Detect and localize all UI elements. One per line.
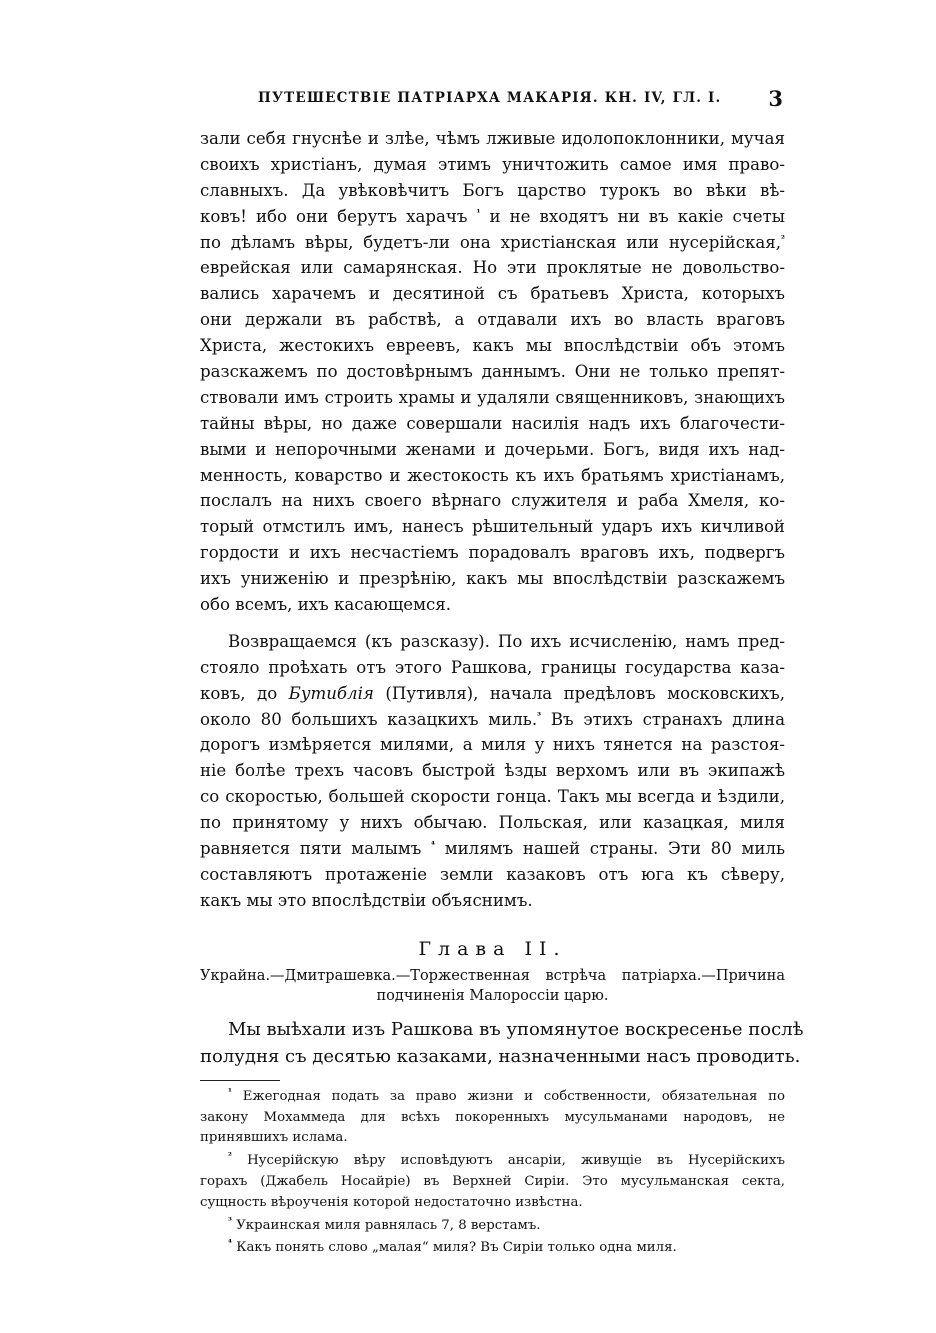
- footnotes: [200, 1087, 785, 1259]
- footnote-2: [200, 1151, 785, 1213]
- text-line: [200, 836, 785, 862]
- text-line: Мы выѣхали изъ Рашкова въ упомянутое воскресенье послѣ: [228, 1018, 804, 1040]
- chapter-body: [200, 1016, 804, 1070]
- footnote-3: [200, 1216, 785, 1237]
- text-span: около 80 большихъ казацкихъ миль.: [200, 709, 538, 729]
- running-head: [200, 86, 785, 114]
- text-line: разскажемъ по достовѣрнымъ даннымъ. Они не только препят-: [200, 362, 785, 382]
- text-line: славныхъ. Да увѣковѣчитъ Богъ царство турокъ во вѣки вѣ-: [200, 180, 785, 200]
- footnote-mark: ⁴: [228, 1238, 232, 1249]
- text-line: обо всемъ, ихъ касающемся.: [200, 595, 452, 615]
- text-line: Возвращаемся (къ разсказу). По ихъ исчисленію, намъ пред-: [228, 631, 785, 651]
- text-line: зали себя гнуснѣе и злѣе, чѣмъ лживые идолопоклонники, мучая: [200, 129, 785, 148]
- text-span: ковъ, до: [200, 683, 278, 703]
- text-line: дорогъ измѣряется милями, а миля у нихъ тянется на разстоя-: [200, 735, 785, 755]
- footnote-1: [200, 1087, 785, 1149]
- footnote-mark: ¹: [228, 1087, 232, 1098]
- text-line: со скоростью, большей скорости гонца. Такъ мы всегда и ѣздили,: [200, 787, 785, 807]
- chapter-summary: [200, 966, 785, 1006]
- chapter-heading: Глава II.: [418, 937, 567, 960]
- footnote-text: Нусерійскую вѣру исповѣдуютъ ансаріи, живущіе въ Нусерійскихъ: [247, 1153, 785, 1169]
- text-line: тайны вѣры, но даже совершали насилія надъ ихъ благочести-: [200, 413, 785, 433]
- text-span: по дѣламъ вѣры, будетъ-ли она христіанская или нусерійская,: [200, 232, 782, 252]
- text-line: они держали въ рабствѣ, а отдавали ихъ во власть враговъ: [200, 310, 785, 330]
- text-span: равняется пяти малымъ: [200, 839, 422, 859]
- footnote-4: [200, 1238, 785, 1259]
- text-line: своихъ христіанъ, думая этимъ уничтожить самое имя право-: [200, 154, 785, 174]
- text-line: выми и непорочными женами и дочерьми. Богъ, видя ихъ над-: [200, 439, 785, 459]
- place-name-italic: Бутиблія: [288, 683, 374, 703]
- text-line: гордости и ихъ несчастіемъ порадовалъ враговъ ихъ, подвергъ: [200, 543, 785, 563]
- footnote-line: закону Мохаммеда для всѣхъ покоренныхъ мусульманами народовъ, не: [200, 1109, 785, 1125]
- text-line: ніе болѣе трехъ часовъ быстрой ѣзды верхомъ или въ экипажѣ: [200, 761, 785, 781]
- footnote-ref-4: ⁴: [431, 840, 435, 851]
- text-line: еврейская или самарянская. Но эти проклятые не довольство-: [200, 258, 785, 278]
- text-line: составляютъ протаженіе земли казаковъ отъ юга къ сѣверу,: [200, 864, 785, 884]
- footnote-divider: [200, 1080, 280, 1081]
- footnote-line: [200, 1087, 785, 1108]
- text-line: по принятому у нихъ обычаю. Польская, или казацкая, миля: [200, 813, 785, 833]
- text-line: полудня съ десятью казаками, назначенными насъ проводить.: [200, 1045, 801, 1067]
- footnote-ref-1: ¹: [476, 208, 481, 219]
- text-line: [200, 707, 785, 733]
- footnote-line: [200, 1151, 785, 1172]
- text-line: менность, коварство и жестокость къ ихъ братьямъ христіанамъ,: [200, 465, 785, 485]
- text-line: [200, 204, 785, 230]
- text-line: какъ мы это впослѣдствіи объяснимъ.: [200, 890, 533, 910]
- text-span: ковъ! ибо они берутъ харачъ: [200, 206, 468, 226]
- text-span: Въ этихъ странахъ длина: [550, 709, 785, 729]
- text-span: милямъ нашей страны. Эти 80 миль: [444, 839, 785, 859]
- footnote-line: горахъ (Джабель Носайріе) въ Верхней Сиріи. Это мусульманская секта,: [200, 1173, 785, 1189]
- text-line: вались харачемъ и десятиной съ братьевъ Христа, которыхъ: [200, 284, 785, 304]
- text-line: торый отмстилъ имъ, нанесъ рѣшительный ударъ ихъ кичливой: [200, 517, 785, 537]
- footnote-line: сущность вѣроученія которой недостаточно извѣстна.: [200, 1194, 583, 1210]
- text-line: стояло проѣхать отъ этого Рашкова, границы государства каза-: [200, 657, 785, 677]
- main-text: [200, 126, 804, 1259]
- footnote-ref-3: ³: [537, 711, 542, 722]
- text-line: [200, 230, 785, 256]
- text-line: [200, 681, 785, 707]
- footnote-line: принявшихъ ислама.: [200, 1130, 348, 1146]
- running-title: ПУТЕШЕСТВІЕ ПАТРІАРХА МАКАРІЯ. КН. IV, ГЛ. I.: [258, 90, 722, 106]
- footnote-line: [200, 1216, 785, 1237]
- footnote-text: Украинская миля равнялась 7, 8 верстамъ.: [236, 1217, 541, 1233]
- paragraph-2: [200, 629, 785, 914]
- footnote-text: Ежегодная подать за право жизни и собственности, обязательная по: [242, 1088, 785, 1104]
- text-line: послалъ на нихъ своего вѣрнаго служителя и раба Хмеля, ко-: [200, 491, 785, 511]
- text-span: (Путивля), начала предѣловъ московскихъ,: [385, 683, 786, 703]
- text-line: ихъ униженію и презрѣнію, какъ мы впослѣдствіи разскажемъ: [200, 569, 785, 589]
- chapter-summary-line: Украйна.—Дмитрашевка.—Торжественная встрѣча патріарха.—Причина: [200, 967, 785, 984]
- footnote-mark: ²: [228, 1151, 232, 1162]
- text-span: и не входятъ ни въ какіе счеты: [489, 206, 786, 226]
- footnote-ref-2: ²: [781, 234, 785, 245]
- footnote-mark: ³: [228, 1216, 232, 1227]
- chapter-summary-line: подчиненія Малороссіи царю.: [376, 987, 609, 1004]
- paragraph-gap: [200, 618, 785, 629]
- paragraph-1: [200, 126, 785, 618]
- footnote-line: [200, 1238, 785, 1259]
- text-line: ствовали имъ строить храмы и удаляли священниковъ, знающихъ: [200, 387, 785, 407]
- text-line: Христа, жестокихъ евреевъ, какъ мы впослѣдствіи объ этомъ: [200, 336, 785, 356]
- footnote-text: Какъ понять слово „малая“ миля? Въ Сиріи только одна миля.: [236, 1240, 677, 1256]
- page-number: 3: [768, 86, 783, 111]
